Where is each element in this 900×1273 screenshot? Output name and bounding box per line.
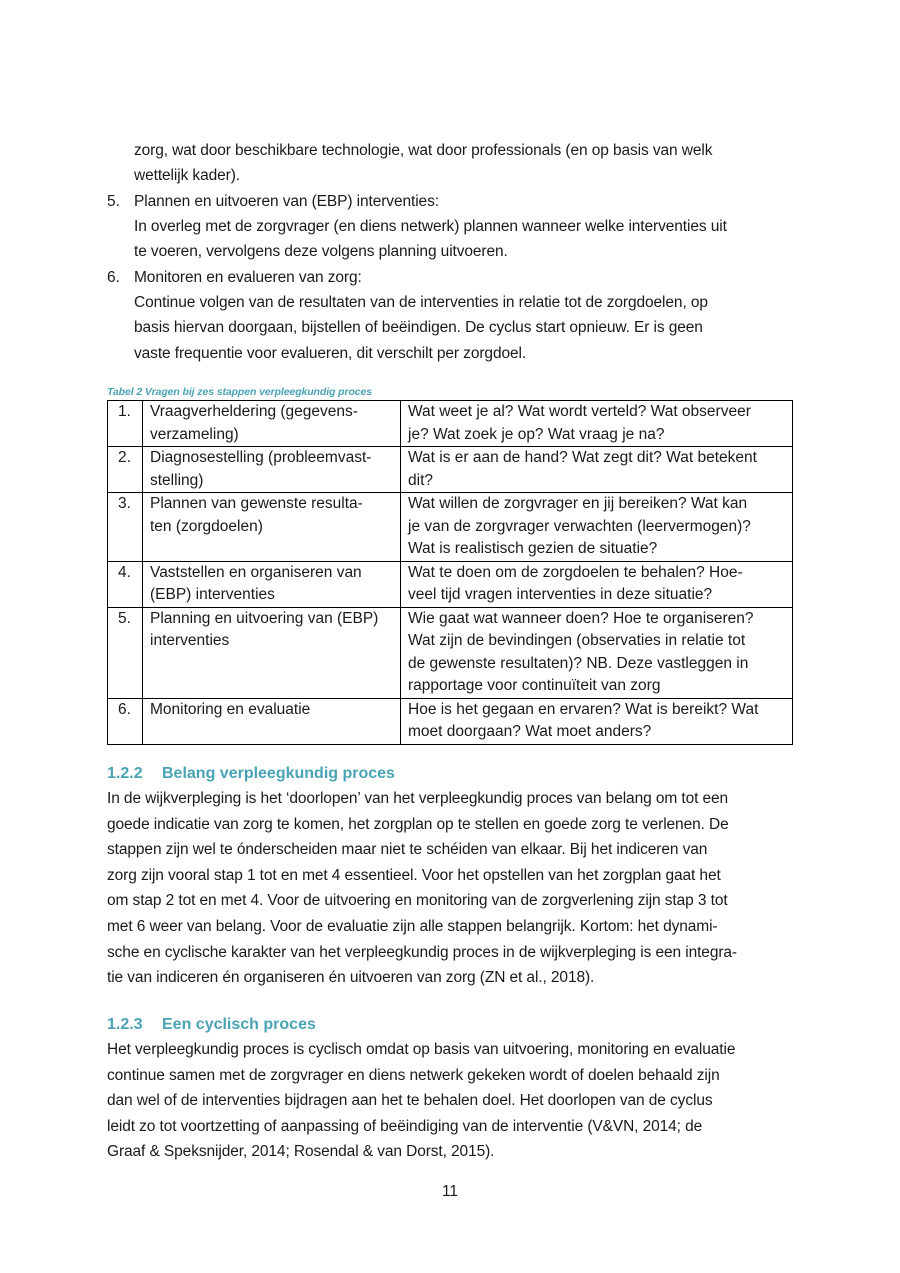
step-questions <box>401 698 793 744</box>
question-line: de gewenste resultaten)? NB. Deze vastleggen in <box>408 654 749 672</box>
step-name-line: Diagnosestelling (probleemvast- <box>150 449 372 466</box>
step-number: 4. <box>108 561 143 607</box>
step-name <box>143 561 401 607</box>
paragraph-line: vaste frequentie voor evalueren, dit verschilt per zorgdoel. <box>134 345 527 362</box>
step-questions <box>401 493 793 562</box>
table-row <box>108 401 793 447</box>
question-line: Wat zijn de bevindingen (observaties in relatie tot <box>408 632 746 649</box>
paragraph-line: om stap 2 tot en met 4. Voor de uitvoering en monitoring van de zorgverlening zijn stap 3 tot <box>107 892 728 910</box>
paragraph-line: wettelijk kader). <box>134 167 240 184</box>
question-line: dit? <box>408 471 433 489</box>
step-name <box>143 447 401 493</box>
section-number: 1.2.3 <box>107 1016 143 1033</box>
steps-table <box>107 400 793 745</box>
step-number: 5. <box>108 607 143 698</box>
paragraph-line: In overleg met de zorgvrager (en diens netwerk) plannen wanneer welke interventies uit <box>134 218 727 235</box>
question-line: Wie gaat wat wanneer doen? Hoe te organiseren? <box>408 609 754 627</box>
step-name-line: Vaststellen en organiseren van <box>150 563 362 581</box>
paragraph-line: basis hiervan doorgaan, bijstellen of beëindigen. De cyclus start opnieuw. Er is geen <box>134 319 703 336</box>
table-row <box>108 493 793 562</box>
table-row <box>108 607 793 698</box>
paragraph-line: goede indicatie van zorg te komen, het zorgplan op te stellen en goede zorg te verlenen. De <box>107 815 729 833</box>
question-line: Wat willen de zorgvrager en jij bereiken? Wat kan <box>408 495 748 512</box>
step-name <box>143 698 401 744</box>
question-line: Wat is er aan de hand? Wat zegt dit? Wat betekent <box>408 449 757 466</box>
question-line: veel tijd vragen interventies in deze situatie? <box>408 586 713 603</box>
table-row <box>108 447 793 493</box>
paragraph-line: Graaf & Speksnijder, 2014; Rosendal & van Dorst, 2015). <box>107 1143 495 1161</box>
step-name-line: verzameling) <box>150 425 239 443</box>
step-questions <box>401 607 793 698</box>
step-name-line: stelling) <box>150 471 204 489</box>
section-title: Belang verpleegkundig proces <box>162 765 395 782</box>
question-line: je? Wat zoek je op? Wat vraag je na? <box>408 425 665 443</box>
paragraph-line: tie van indiceren én organiseren én uitvoeren van zorg (ZN et al., 2018). <box>107 969 595 987</box>
paragraph-line: leidt zo tot voortzetting of aanpassing of beëindiging van de interventie (V&VN, 2014; de <box>107 1117 703 1135</box>
table-row <box>108 561 793 607</box>
section-number: 1.2.2 <box>107 765 143 782</box>
list-item-title: Monitoren en evalueren van zorg: <box>134 269 362 286</box>
step-name-line: ten (zorgdoelen) <box>150 517 263 535</box>
step-number: 6. <box>108 698 143 744</box>
question-line: Hoe is het gegaan en ervaren? Wat is bereikt? Wat <box>408 700 759 718</box>
step-name <box>143 607 401 698</box>
paragraph-line: sche en cyclische karakter van het verpleegkundig proces in de wijkverpleging is een integra- <box>107 943 737 961</box>
step-number: 2. <box>108 447 143 493</box>
section-title: Een cyclisch proces <box>162 1016 316 1033</box>
list-number: 6. <box>107 269 120 286</box>
question-line: Wat is realistisch gezien de situatie? <box>408 540 658 557</box>
paragraph-line: dan wel of de interventies bijdragen aan het te behalen doel. Het doorlopen van de cyclus <box>107 1092 713 1110</box>
question-line: rapportage voor continuïteit van zorg <box>408 677 661 694</box>
paragraph-line: In de wijkverpleging is het ‘doorlopen’ van het verpleegkundig proces van belang om tot een <box>107 790 729 807</box>
step-name <box>143 401 401 447</box>
paragraph-line: continue samen met de zorgvrager en diens netwerk gekeken wordt of doelen behaald zijn <box>107 1066 720 1084</box>
paragraph-line: stappen zijn wel te ónderscheiden maar niet te schéiden van elkaar. Bij het indiceren van <box>107 841 708 859</box>
step-name-line: (EBP) interventies <box>150 586 275 603</box>
paragraph-line: met 6 weer van belang. Voor de evaluatie zijn alle stappen belangrijk. Kortom: het dynami- <box>107 918 718 935</box>
question-line: Wat te doen om de zorgdoelen te behalen? Hoe- <box>408 563 743 581</box>
table-caption: Tabel 2 Vragen bij zes stappen verpleegkundig proces <box>107 386 372 398</box>
step-name-line: Monitoring en evaluatie <box>150 700 311 718</box>
paragraph-line: zorg, wat door beschikbare technologie, wat door professionals (en op basis van welk <box>134 142 713 159</box>
question-line: moet doorgaan? Wat moet anders? <box>408 723 652 740</box>
step-name-line: Planning en uitvoering van (EBP) <box>150 609 379 627</box>
step-number: 3. <box>108 493 143 562</box>
section-heading-1-2-2 <box>107 765 395 783</box>
step-name-line: Vraagverheldering (gegevens- <box>150 403 358 420</box>
question-line: Wat weet je al? Wat wordt verteld? Wat observeer <box>408 403 751 420</box>
paragraph-line: Continue volgen van de resultaten van de interventies in relatie tot de zorgdoelen, op <box>134 294 708 311</box>
step-name-line: interventies <box>150 632 230 649</box>
table-row <box>108 698 793 744</box>
step-name-line: Plannen van gewenste resulta- <box>150 495 363 512</box>
paragraph-line: Het verpleegkundig proces is cyclisch omdat op basis van uitvoering, monitoring en evaluatie <box>107 1041 736 1058</box>
page-number: 11 <box>441 1183 459 1200</box>
step-number: 1. <box>108 401 143 447</box>
step-questions <box>401 401 793 447</box>
paragraph-line: zorg zijn vooral stap 1 tot en met 4 essentieel. Voor het opstellen van het zorgplan gaat het <box>107 866 721 884</box>
paragraph-line: te voeren, vervolgens deze volgens planning uitvoeren. <box>134 243 508 260</box>
step-questions <box>401 447 793 493</box>
list-number: 5. <box>107 193 120 210</box>
list-item-title: Plannen en uitvoeren van (EBP) interventies: <box>134 193 439 210</box>
step-questions <box>401 561 793 607</box>
section-heading-1-2-3 <box>107 1016 316 1034</box>
question-line: je van de zorgvrager verwachten (leervermogen)? <box>408 517 751 535</box>
step-name <box>143 493 401 562</box>
